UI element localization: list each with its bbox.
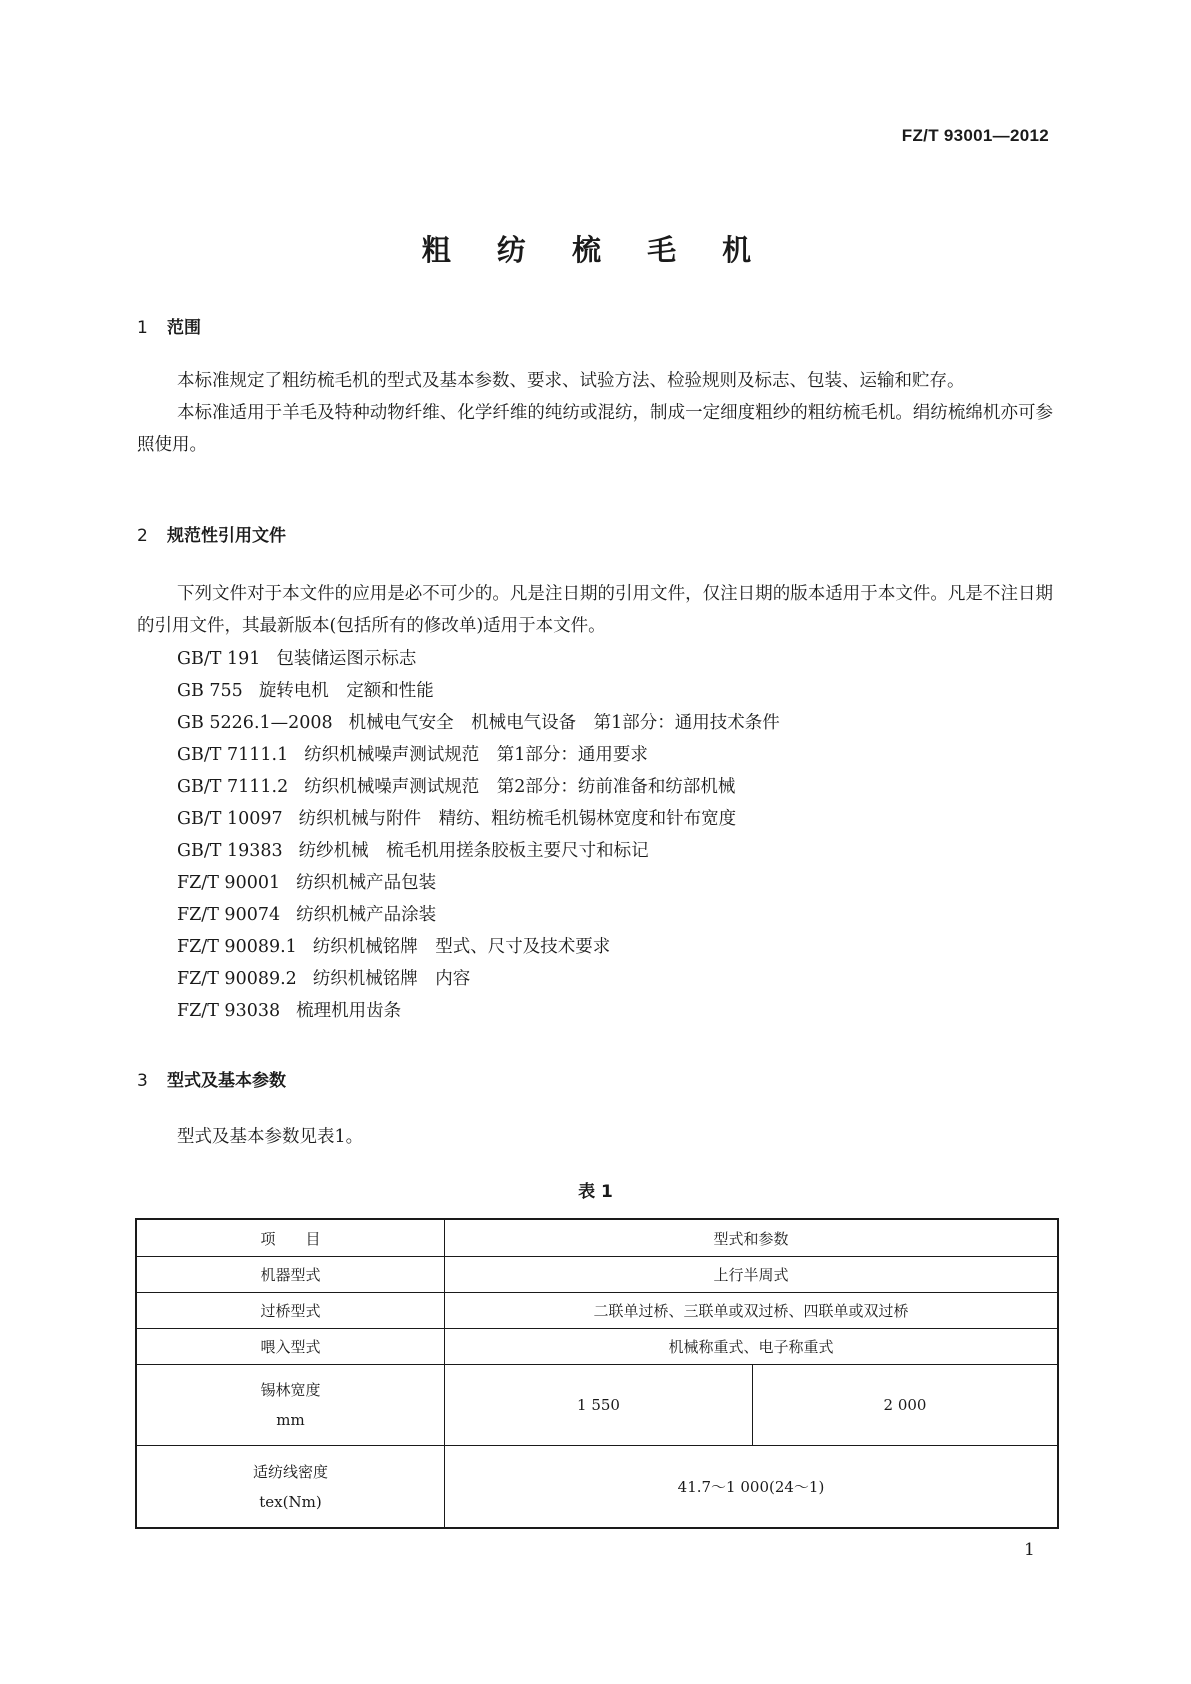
table-row: [136, 1446, 1058, 1529]
reference-code: FZ/T 90074: [177, 905, 281, 925]
section-1-paragraph-1: 本标准规定了粗纺梳毛机的型式及基本参数、要求、试验方法、检验规则及标志、包装、运输和贮存。: [177, 371, 965, 391]
row-label-text: 适纺线密度: [252, 1462, 328, 1481]
reference-item: [177, 675, 780, 707]
reference-code: GB/T 19383: [177, 841, 283, 861]
header-item: 项 目: [136, 1219, 445, 1257]
reference-code: GB 755: [177, 681, 243, 701]
table-row: [136, 1365, 1058, 1446]
section-3-paragraph-1: 型式及基本参数见表1。: [177, 1127, 364, 1147]
row-value: 41.7～1 000(24～1): [445, 1446, 1059, 1529]
reference-title: 旋转电机 定额和性能: [258, 681, 434, 701]
row-label: 机器型式: [136, 1257, 445, 1293]
reference-item: [177, 835, 780, 867]
reference-title: 纺织机械与附件 精纺、粗纺梳毛机锡林宽度和针布宽度: [298, 809, 737, 829]
reference-title: 梳理机用齿条: [296, 1001, 402, 1021]
section-3-heading: [137, 1066, 286, 1091]
row-label-text: 锡林宽度: [260, 1381, 321, 1399]
reference-title: 纺织机械铭牌 内容: [312, 969, 471, 989]
table-row: [136, 1257, 1058, 1293]
table-row: [136, 1329, 1058, 1365]
table-header-row: [136, 1219, 1058, 1257]
reference-code: GB 5226.1—2008: [177, 713, 333, 733]
reference-title: 纺纱机械 梳毛机用搓条胶板主要尺寸和标记: [298, 841, 649, 861]
section-number: 3: [137, 1071, 148, 1091]
table-caption: 表 1: [578, 1182, 613, 1202]
page-number: 1: [1024, 1540, 1035, 1560]
reference-code: GB/T 7111.1: [177, 745, 289, 765]
reference-item: [177, 931, 780, 963]
section-number: 2: [137, 526, 148, 546]
reference-title: 纺织机械铭牌 型式、尺寸及技术要求: [312, 937, 611, 957]
reference-item: [177, 803, 780, 835]
row-value-b: 2 000: [753, 1365, 1059, 1446]
row-unit: tex(Nm): [259, 1492, 322, 1511]
row-value: 机械称重式、电子称重式: [445, 1329, 1059, 1365]
reference-title: 纺织机械噪声测试规范 第1部分：通用要求: [304, 745, 648, 765]
reference-title: 机械电气安全 机械电气设备 第1部分：通用技术条件: [348, 713, 780, 733]
reference-code: GB/T 7111.2: [177, 777, 289, 797]
reference-item: [177, 739, 780, 771]
reference-item: [177, 643, 780, 675]
reference-code: GB/T 191: [177, 649, 261, 669]
reference-item: [177, 995, 780, 1027]
section-2-paragraph-1: 下列文件对于本文件的应用是必不可少的。凡是注日期的引用文件，仅注日期的版本适用于本文件。凡是不注日期的引用文件，其最新版本(包括所有的修改单)适用于本文件。: [137, 584, 1053, 636]
reference-title: 纺织机械产品包装: [296, 873, 437, 893]
reference-item: [177, 771, 780, 803]
reference-title: 包装储运图示标志: [276, 649, 417, 669]
section-title: 规范性引用文件: [167, 526, 286, 546]
row-unit: mm: [276, 1411, 305, 1429]
row-label: [136, 1446, 445, 1529]
reference-title: 纺织机械产品涂装: [296, 905, 437, 925]
header-value: 型式和参数: [445, 1219, 1059, 1257]
section-1-paragraph-2: 本标准适用于羊毛及特种动物纤维、化学纤维的纯纺或混纺，制成一定细度粗纱的粗纺梳毛机。绢纺梳绵机亦可参照使用。: [137, 403, 1053, 455]
reference-item: [177, 963, 780, 995]
row-label: 过桥型式: [136, 1293, 445, 1329]
standard-number: FZ/T 93001—2012: [901, 126, 1049, 145]
section-title: 范围: [167, 318, 201, 338]
section-title: 型式及基本参数: [167, 1071, 286, 1091]
section-number: 1: [137, 318, 148, 338]
section-2-heading: [137, 521, 286, 546]
document-title: 粗 纺 梳 毛 机: [421, 233, 770, 267]
reference-code: FZ/T 90001: [177, 873, 281, 893]
reference-code: GB/T 10097: [177, 809, 283, 829]
reference-title: 纺织机械噪声测试规范 第2部分：纺前准备和纺部机械: [304, 777, 736, 797]
row-label: 喂入型式: [136, 1329, 445, 1365]
reference-list: [177, 643, 780, 1027]
parameters-table: [135, 1218, 1059, 1529]
section-1-heading: [137, 313, 201, 338]
reference-item: [177, 899, 780, 931]
table-row: [136, 1293, 1058, 1329]
row-value: 上行半周式: [445, 1257, 1059, 1293]
row-label: [136, 1365, 445, 1446]
reference-code: FZ/T 90089.1: [177, 937, 297, 957]
row-value: 二联单过桥、三联单或双过桥、四联单或双过桥: [445, 1293, 1059, 1329]
reference-item: [177, 867, 780, 899]
row-value-a: 1 550: [445, 1365, 753, 1446]
reference-code: FZ/T 93038: [177, 1001, 281, 1021]
reference-item: [177, 707, 780, 739]
reference-code: FZ/T 90089.2: [177, 969, 297, 989]
